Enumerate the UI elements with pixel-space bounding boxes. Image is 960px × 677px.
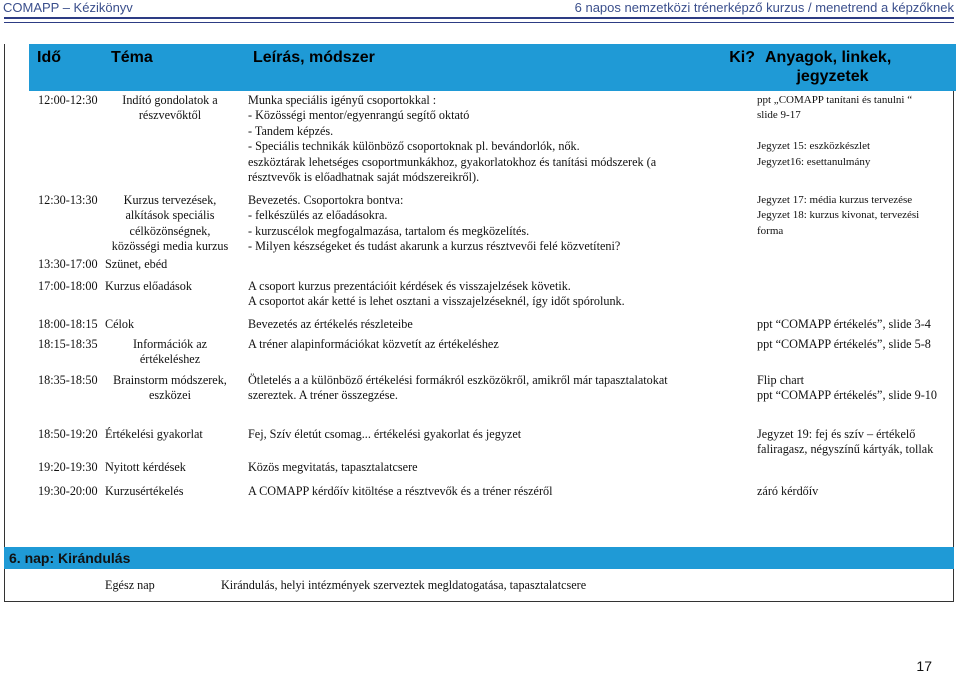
row-description-line: Közös megvitatás, tapasztalatcsere (248, 460, 418, 474)
row-materials-line: Jegyzet 15: eszközkészlet (757, 140, 871, 153)
row-materials-line (757, 124, 953, 139)
row-topic-line: Brainstorm módszerek, (113, 373, 227, 387)
row-time-line: 12:00-12:30 (38, 93, 98, 107)
day6-row (4, 569, 954, 602)
row-topic-line: Nyitott kérdések (105, 460, 186, 474)
row-time-line: 19:20-19:30 (38, 460, 98, 474)
row-description-line: A tréner alapinformációkat közvetít az értékeléshez (248, 337, 499, 351)
row-time (38, 373, 108, 388)
row-time (38, 193, 108, 208)
row-time (38, 257, 108, 272)
row-materials-line: ppt “COMAPP értékelés”, slide 3-4 (757, 317, 931, 331)
row-materials-line: Jegyzet 19: fej és szív – értékelő (757, 427, 916, 441)
row-description-line: Fej, Szív élet​út csomag... értékelési gyakorlat és jegyzet (248, 427, 522, 441)
header-left: COMAPP – Kézikönyv (3, 0, 133, 15)
col-materials-line1: Anyagok, linkek, (765, 49, 892, 66)
day6-time: Egész nap (105, 578, 155, 592)
row-materials (757, 337, 953, 352)
header-rule-thin (4, 22, 954, 23)
row-materials (757, 193, 953, 239)
row-materials (757, 427, 953, 458)
row-description (248, 279, 718, 310)
row-topic (105, 460, 235, 475)
row-description-line: szereztek. A tréner összegzése. (248, 388, 398, 403)
row-description-line: - Tandem képzés. (248, 123, 334, 138)
row-time (38, 317, 108, 332)
row-description-line: résztvevők is előadhatnak saját módszereikről). (248, 170, 480, 185)
row-description-line: Bevezetés az értékelés részleteibe (248, 317, 413, 331)
row-topic-line: eszközei (149, 388, 191, 403)
row-description (248, 337, 718, 352)
schedule-table (29, 44, 956, 91)
row-description-line: - Speciális technikák különböző csoportoknak pl. bevándorlók, nők. (248, 139, 580, 154)
row-description-line: - kurzuscélok megfogalmazása, tartalom és megközelítés. (248, 223, 530, 238)
row-time-line: 18:50-19:20 (38, 427, 98, 441)
row-materials-line: ppt „COMAPP tanítani és tanulni “ (757, 94, 913, 106)
row-materials-line: faliragasz, négyszínű kártyák, tollak (757, 442, 934, 457)
row-topic-line: Értékelési gyakorlat (105, 427, 203, 441)
row-materials-line: slide 9-17 (757, 109, 801, 122)
row-topic (105, 279, 235, 294)
row-time-line: 19:30-20:00 (38, 484, 98, 498)
col-desc: Leírás, módszer (247, 44, 709, 91)
col-materials-line2: jegyzetek (796, 68, 869, 85)
row-description-line: Ötletelés a a különböző értékelési formákról eszközökről, amikről már tapasztalatokat (248, 373, 668, 387)
row-topic-line: Célok (105, 317, 135, 331)
row-topic (105, 317, 235, 332)
row-topic-line: részvevőktől (138, 108, 202, 123)
col-who: Ki? (709, 44, 759, 91)
row-description-line: Munka speciális igényű csoportokkal : (248, 93, 437, 107)
page-header (0, 0, 960, 18)
row-description-line: A csoport kurzus prezentációit kérdések és visszajelzések követik. (248, 279, 571, 293)
row-topic (105, 427, 235, 442)
row-materials-line: ppt “COMAPP értékelés”, slide 9-10 (757, 388, 937, 403)
row-topic (105, 373, 235, 404)
row-time (38, 427, 108, 442)
row-materials-line: Jegyzet 17: média kurzus tervezése (757, 194, 913, 206)
row-description (248, 484, 718, 499)
row-time-line: 17:00-18:00 (38, 279, 98, 293)
header-right: 6 napos nemzetközi trénerképző kurzus / menetrend a képzőknek (574, 0, 954, 15)
row-topic (105, 484, 235, 499)
row-time-line: 18:15-18:35 (38, 337, 98, 351)
row-topic-line: alkítások speciális (125, 208, 215, 223)
row-materials (757, 484, 953, 499)
row-description (248, 427, 718, 442)
row-time-line: 18:00-18:15 (38, 317, 98, 331)
row-topic-line: közösségi media kurzus (111, 239, 229, 254)
row-description (248, 373, 718, 404)
col-time: Idő (29, 44, 103, 91)
row-topic-line: Információk az (132, 337, 208, 351)
row-description (248, 460, 718, 475)
row-time (38, 484, 108, 499)
row-materials (757, 373, 953, 404)
col-materials (759, 44, 956, 91)
row-description-line: Bevezetés. Csoportokra bontva: (248, 193, 404, 207)
row-topic-line: Kurzus előadások (105, 279, 192, 293)
table-header-row (29, 44, 956, 91)
row-topic (105, 337, 235, 368)
row-description (248, 93, 718, 185)
row-description-line: A COMAPP kérdőív kitöltése a résztvevők és a tréner részéről (248, 484, 553, 498)
row-description (248, 193, 718, 255)
row-materials-line: forma (757, 224, 784, 237)
row-topic (105, 93, 235, 124)
row-description-line: - Közösségi mentor/egyenrangú segítő oktató (248, 108, 470, 123)
row-time (38, 460, 108, 475)
row-materials-line: ppt “COMAPP értékelés”, slide 5-8 (757, 337, 931, 351)
row-topic (105, 257, 235, 272)
row-topic-line: Szünet, ebéd (105, 257, 168, 271)
row-description-line: - Milyen készségeket és tudást akarunk a kurzus résztvevői felé közvetíteni? (248, 239, 621, 254)
row-materials-line: Flip chart (757, 373, 805, 387)
row-description-line: - felkészülés az előadásokra. (248, 208, 388, 223)
row-topic-line: értékeléshez (139, 352, 201, 367)
row-materials-line: Jegyzet 18: kurzus kivonat, tervezési (757, 209, 920, 222)
day6-desc: Kirándulás, helyi intézmények szerveztek megldatogatása, tapasztalatcsere (221, 578, 587, 592)
row-topic-line: Kurzusértékelés (105, 484, 184, 498)
row-topic-line: Kurzus tervezések, (123, 193, 217, 207)
row-topic (105, 193, 235, 255)
row-materials-line: Jegyzet16: esettanulmány (757, 155, 871, 168)
row-time-line: 18:35-18:50 (38, 373, 98, 387)
row-description-line: A csoportot akár ketté is lehet osztani a visszajelzéseknél, így időt spórolunk. (248, 294, 625, 309)
row-time (38, 93, 108, 108)
day6-title: 6. nap: Kirándulás (4, 547, 954, 569)
col-topic: Téma (103, 44, 247, 91)
row-materials (757, 317, 953, 332)
row-description-line: eszköztárak lehetséges csoportmunkákhoz, gyakorlatokhoz és tanítási módszerek (a (248, 154, 657, 169)
row-time (38, 337, 108, 352)
row-time (38, 279, 108, 294)
row-description (248, 317, 718, 332)
row-time-line: 12:30-13:30 (38, 193, 98, 207)
row-materials (757, 93, 953, 170)
row-time-line: 13:30-17:00 (38, 257, 98, 271)
row-topic-line: Indító gondolatok a (122, 93, 218, 107)
row-materials-line: záró kérdőív (757, 484, 819, 498)
header-rule (4, 17, 954, 19)
row-topic-line: célközönségnek, (129, 223, 211, 238)
page-number: 17 (916, 658, 932, 674)
